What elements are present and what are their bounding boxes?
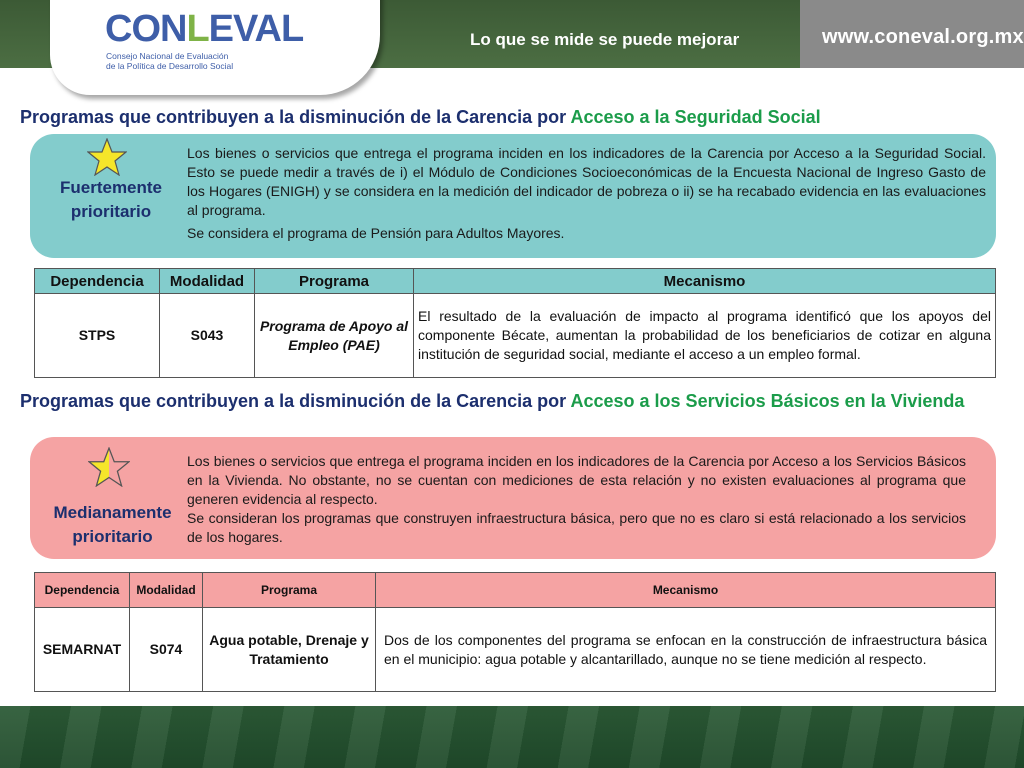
cell-programa: Agua potable, Drenaje y Tratamiento — [203, 608, 376, 692]
table-row — [35, 294, 996, 378]
col-header-dependencia: Dependencia — [35, 573, 130, 608]
section2-paragraph1: Los bienes o servicios que entrega el programa inciden en los indicadores de la Carencia por Acceso a los Servicios Básicos en la Vivienda. No obstante, no se cuentan con mediciones de esta relación y no existen evaluaciones al programa que generen evidencia al respecto. — [187, 453, 966, 507]
cell-modalidad: S074 — [130, 608, 203, 692]
coneval-logo[interactable] — [105, 8, 303, 51]
col-header-programa: Programa — [255, 269, 414, 294]
cell-dependencia: STPS — [35, 294, 160, 378]
section1-table — [34, 268, 996, 378]
logo-word-pre: CON — [105, 8, 187, 50]
priority-line1: Medianamente — [53, 503, 172, 522]
col-header-modalidad: Modalidad — [130, 573, 203, 608]
col-header-mecanismo: Mecanismo — [414, 269, 996, 294]
section2-table — [34, 572, 996, 692]
cell-programa: Programa de Apoyo al Empleo (PAE) — [255, 294, 414, 378]
col-header-programa: Programa — [203, 573, 376, 608]
col-header-mecanismo: Mecanismo — [376, 573, 996, 608]
section2-title — [20, 390, 1005, 413]
col-header-modalidad: Modalidad — [160, 269, 255, 294]
section1-description — [187, 144, 986, 243]
section1-title-prefix: Programas que contribuyen a la disminución de la Carencia por — [20, 107, 567, 127]
priority-line2: prioritario — [72, 527, 153, 546]
cell-dependencia: SEMARNAT — [35, 608, 130, 692]
header-slogan: Lo que se mide se puede mejorar — [470, 30, 740, 49]
section2-paragraph2: Se consideran los programas que construyen infraestructura básica, pero que no es claro si está relacionado a los servicios de los hogares. — [187, 510, 966, 545]
logo-subtitle — [106, 51, 276, 71]
table-header-row — [35, 573, 996, 608]
footer-band — [0, 706, 1024, 768]
priority-line1: Fuertemente — [59, 178, 163, 197]
cell-modalidad: S043 — [160, 294, 255, 378]
col-header-dependencia: Dependencia — [35, 269, 160, 294]
cell-mecanismo: Dos de los componentes del programa se enfocan en la construcción de infraestructura básica en el municipio: agua potable y alcantarillado, aunque no se tiene medición al respecto. — [376, 608, 996, 692]
priority-line2: prioritario — [70, 202, 152, 221]
website-url[interactable]: www.coneval.org.mx — [822, 26, 1024, 48]
section1-info-box — [30, 134, 996, 258]
table-header-row — [35, 269, 996, 294]
star-half-icon — [88, 447, 130, 487]
logo-subtitle-line2: de la Política de Desarrollo Social — [106, 61, 234, 71]
section1-priority-label — [40, 176, 182, 224]
logo-subtitle-line1: Consejo Nacional de Evaluación — [106, 51, 229, 61]
section2-description — [187, 452, 966, 547]
logo-word-l: L — [186, 8, 209, 50]
star-full-icon — [87, 138, 127, 176]
cell-mecanismo: El resultado de la evaluación de impacto al programa identificó que los apoyos del componente Bécate, aumentan la probabilidad de los beneficiarios de cotizar en alguna institución de seguridad social, mediante el acceso a un empleo formal. — [414, 294, 996, 378]
section2-title-prefix: Programas que contribuyen a la disminución de la Carencia por — [20, 391, 567, 411]
section1-paragraph2: Se considera el programa de Pensión para Adultos Mayores. — [187, 225, 565, 241]
table-row — [35, 608, 996, 692]
section1-paragraph1: Los bienes o servicios que entrega el programa inciden en los indicadores de la Carencia por Acceso a la Seguridad Social. Esto se puede medir a través de i) el Módulo de Condiciones Socioeconómicas de la Encuesta Nacional de Ingreso Gasto de los Hogares (ENIGH) y se considera en la medición del indicador de pobreza o ii) se ha recabado evidencia en las evaluaciones al programa. — [187, 145, 986, 218]
section2-title-accent: Acceso a los Servicios Básicos en la Vivienda — [570, 391, 965, 411]
section1-title-accent: Acceso a la Seguridad Social — [570, 107, 821, 127]
section2-info-box — [30, 437, 996, 559]
logo-word-post: EVAL — [208, 8, 304, 50]
section2-priority-label — [40, 501, 185, 549]
section1-title — [20, 106, 1005, 129]
